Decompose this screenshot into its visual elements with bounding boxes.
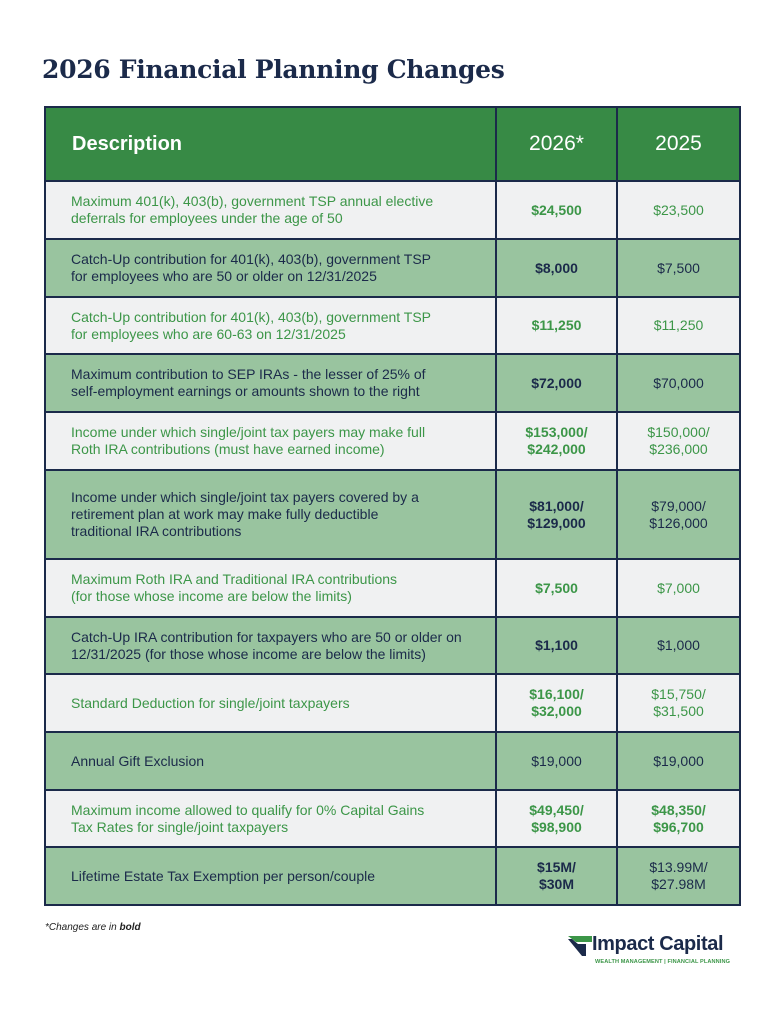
header-2025: 2025 <box>617 107 740 181</box>
description-cell-line: (for those whose income are below the limits) <box>71 588 352 604</box>
value-2025-cell <box>617 297 740 354</box>
description-cell <box>45 470 496 559</box>
value-2025-cell-line: $96,700 <box>653 818 704 835</box>
impact-capital-logo-icon <box>568 936 592 958</box>
value-2025-cell-line: $13.99M/ <box>649 859 708 875</box>
value-2025-cell <box>617 847 740 905</box>
value-2025-cell <box>617 674 740 732</box>
value-2025-cell <box>617 470 740 559</box>
description-cell-line: Income under which single/joint tax payers covered by a <box>71 489 419 505</box>
description-cell-line: Maximum 401(k), 403(b), government TSP annual elective <box>71 193 434 209</box>
description-cell-line: retirement plan at work may make fully deductible <box>71 506 379 522</box>
description-cell <box>45 297 496 354</box>
value-2025-cell-line: $15,750/ <box>651 686 706 702</box>
value-2025-cell <box>617 412 740 470</box>
value-2026-cell-line: $129,000 <box>527 514 586 531</box>
value-2026-cell <box>496 559 617 617</box>
description-cell <box>45 790 496 847</box>
table-row <box>45 847 740 905</box>
description-cell-line: self-employment earnings or amounts shown to the right <box>71 383 420 399</box>
value-2025-cell <box>617 559 740 617</box>
value-2026-cell-line: $24,500 <box>531 201 582 218</box>
table-row <box>45 470 740 559</box>
value-2026-cell-line: $16,100/ <box>529 686 584 702</box>
value-2026-cell-line: $30M <box>538 876 575 892</box>
description-cell-line: Standard Deduction for single/joint taxpayers <box>71 694 350 711</box>
description-cell <box>45 181 496 239</box>
value-2025-cell-line: $150,000/ <box>647 424 710 440</box>
description-cell-line: for employees who are 50 or older on 12/31/2025 <box>71 268 377 284</box>
value-2026-cell-line: $153,000/ <box>525 424 588 440</box>
value-2025-cell <box>617 181 740 239</box>
description-cell-line: deferrals for employees under the age of 50 <box>71 210 343 226</box>
footnote-bold: bold <box>119 922 141 933</box>
value-2026-cell <box>496 470 617 559</box>
value-2026-cell <box>496 674 617 732</box>
value-2026-cell-line: $81,000/ <box>529 497 584 514</box>
value-2025-cell <box>617 732 740 790</box>
description-cell-line: Maximum income allowed to qualify for 0% Capital Gains <box>71 801 425 818</box>
value-2025-cell <box>617 354 740 412</box>
page-title: 2026 Financial Planning Changes <box>42 55 505 84</box>
value-2025-cell <box>617 790 740 847</box>
value-2025-cell-line: $23,500 <box>653 201 704 218</box>
value-2025-cell-line: $27.98M <box>651 876 706 892</box>
value-2025-cell-line: $7,500 <box>657 259 700 276</box>
description-cell-line: Annual Gift Exclusion <box>71 752 205 769</box>
value-2025-cell-line: $126,000 <box>649 514 708 531</box>
description-cell-line: Tax Rates for single/joint taxpayers <box>71 818 289 835</box>
table-row <box>45 674 740 732</box>
footnote <box>45 922 141 933</box>
description-cell-line: for employees who are 60-63 on 12/31/2025 <box>71 325 346 342</box>
description-cell <box>45 674 496 732</box>
description-cell-line: Catch-Up contribution for 401(k), 403(b), government TSP <box>71 308 432 325</box>
value-2026-cell <box>496 181 617 239</box>
description-cell-line: Maximum Roth IRA and Traditional IRA contributions <box>71 571 398 587</box>
value-2026-cell-line: $32,000 <box>531 703 582 719</box>
value-2026-cell-line: $8,000 <box>535 259 578 276</box>
value-2026-cell <box>496 297 617 354</box>
description-cell-line: Catch-Up IRA contribution for taxpayers who are 50 or older on <box>71 628 462 645</box>
value-2026-cell-line: $242,000 <box>527 441 586 457</box>
description-cell <box>45 412 496 470</box>
description-cell <box>45 354 496 412</box>
description-cell-line: Roth IRA contributions (must have earned income) <box>71 441 385 457</box>
value-2026-cell-line: $15M/ <box>537 859 576 875</box>
value-2026-cell <box>496 412 617 470</box>
value-2026-cell <box>496 354 617 412</box>
description-cell-line: Catch-Up contribution for 401(k), 403(b), government TSP <box>71 251 432 267</box>
value-2026-cell-line: $98,900 <box>531 818 582 835</box>
value-2026-cell <box>496 732 617 790</box>
table-row <box>45 297 740 354</box>
description-cell <box>45 732 496 790</box>
header-description: Description <box>45 107 496 181</box>
footnote-text: *Changes are in <box>45 922 120 933</box>
logo-name: Impact Capital <box>592 933 724 955</box>
value-2026-cell-line: $19,000 <box>531 752 582 769</box>
value-2025-cell-line: $79,000/ <box>651 497 706 514</box>
table-row <box>45 412 740 470</box>
value-2025-cell-line: $19,000 <box>653 752 704 769</box>
description-cell <box>45 239 496 297</box>
value-2026-cell-line: $49,450/ <box>529 801 584 818</box>
description-cell-line: Lifetime Estate Tax Exemption per person/couple <box>71 867 376 884</box>
value-2025-cell-line: $1,000 <box>657 637 700 653</box>
description-cell-line: traditional IRA contributions <box>71 523 242 539</box>
table-row <box>45 790 740 847</box>
planning-changes-table <box>44 106 741 906</box>
description-cell <box>45 847 496 905</box>
value-2026-cell <box>496 790 617 847</box>
value-2026-cell <box>496 617 617 674</box>
logo-tagline: WEALTH MANAGEMENT | FINANCIAL PLANNING <box>595 959 731 965</box>
company-logo <box>568 933 740 971</box>
table-row <box>45 354 740 412</box>
description-cell-line: Income under which single/joint tax payers may make full <box>71 424 426 440</box>
value-2026-cell <box>496 847 617 905</box>
value-2025-cell <box>617 239 740 297</box>
value-2025-cell-line: $48,350/ <box>651 801 706 818</box>
description-cell <box>45 617 496 674</box>
value-2026-cell-line: $1,100 <box>535 637 578 653</box>
value-2025-cell-line: $31,500 <box>653 703 704 719</box>
table-header-row <box>45 107 740 181</box>
description-cell-line: Maximum contribution to SEP IRAs - the lesser of 25% of <box>71 366 426 382</box>
value-2025-cell-line: $7,000 <box>657 579 700 596</box>
table-row <box>45 732 740 790</box>
description-cell <box>45 559 496 617</box>
description-cell-line: 12/31/2025 (for those whose income are below the limits) <box>71 645 426 662</box>
table-row <box>45 617 740 674</box>
value-2025-cell-line: $236,000 <box>649 441 708 457</box>
value-2026-cell-line: $7,500 <box>535 579 578 596</box>
value-2025-cell-line: $11,250 <box>653 317 704 333</box>
table-row <box>45 239 740 297</box>
value-2025-cell-line: $70,000 <box>653 374 704 391</box>
value-2026-cell-line: $72,000 <box>531 374 582 391</box>
header-2026: 2026* <box>496 107 617 181</box>
value-2026-cell <box>496 239 617 297</box>
value-2026-cell-line: $11,250 <box>531 317 582 333</box>
table-row <box>45 181 740 239</box>
table-row <box>45 559 740 617</box>
value-2025-cell <box>617 617 740 674</box>
